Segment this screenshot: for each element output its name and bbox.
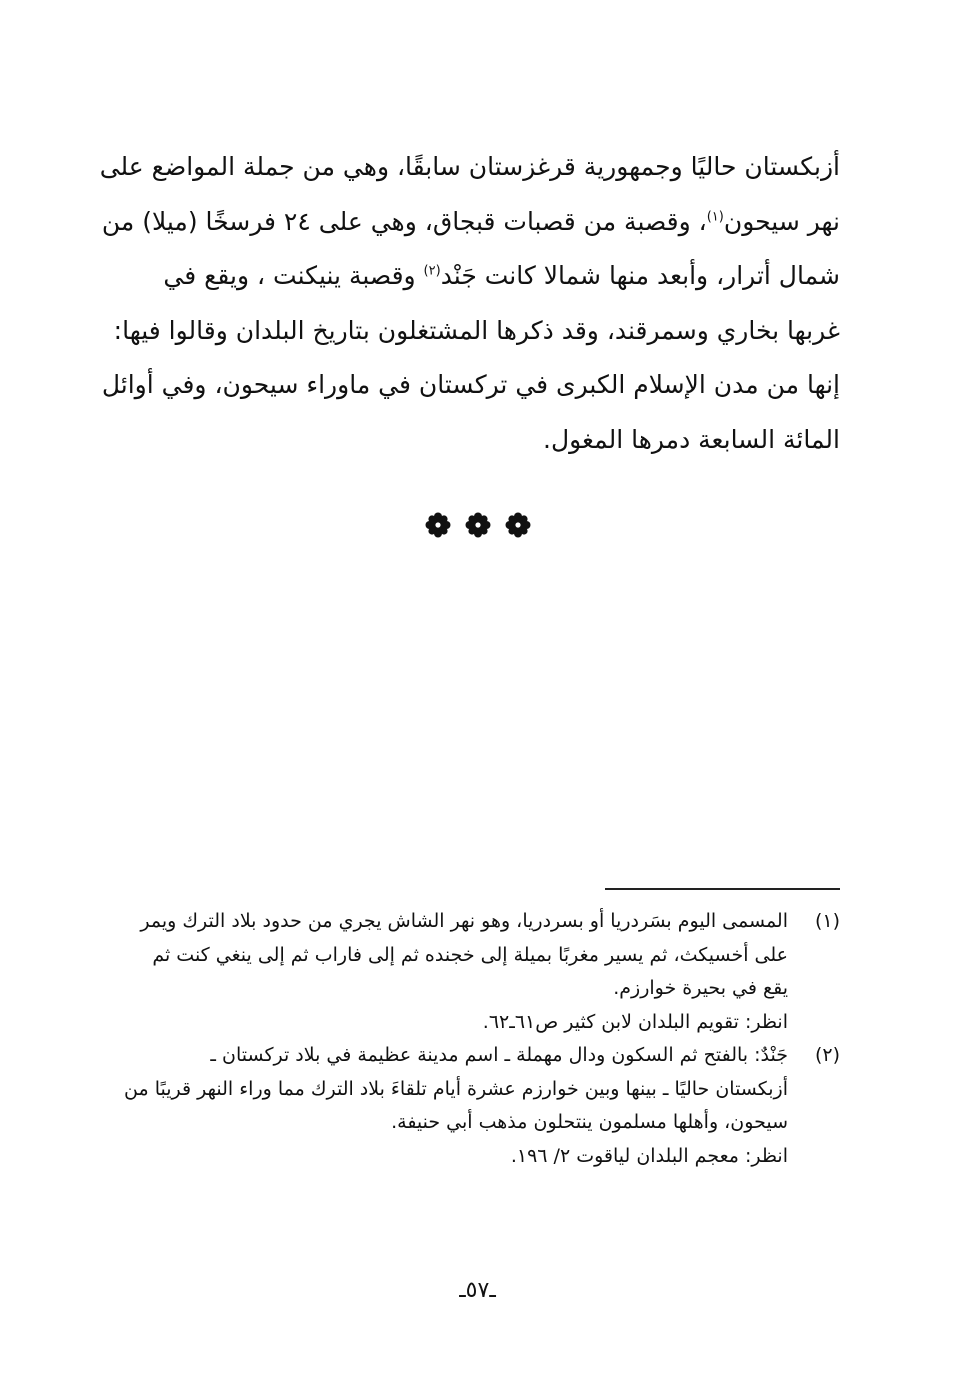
footnote-line: جَنْدٌ: بالفتح ثم السكون ودال مهملة ـ اسم مدينة عظيمة في بلاد تركستان ـ (210, 1044, 788, 1066)
body-line: إنها من مدن الإسلام الكبرى في تركستان في ماوراء سيحون، وفي أوائل (101, 370, 840, 399)
footnotes (124, 905, 840, 1173)
footnote-number: (٢) (814, 1044, 840, 1066)
footnote-ref-2[interactable]: (٢) (423, 263, 441, 279)
footnote-2 (124, 1039, 840, 1173)
flower-ornament-icon (465, 512, 491, 538)
footnote-line: سيحون، وأهلها مسلمون ينتحلون مذهب أبي حنيفة. (391, 1111, 788, 1133)
body-line (101, 195, 840, 250)
body-line: المائة السابعة دمرها المغول. (543, 424, 840, 454)
footnote-line: يقع في بحيرة خوارزم. (613, 977, 788, 999)
footnote-divider (605, 888, 840, 890)
footnote-line: المسمى اليوم بسَردريا أو بسردريا، وهو نهر الشاش يجري من حدود بلاد الترك ويمر (140, 910, 788, 932)
flower-ornament-icon (425, 512, 451, 538)
body-line-segment: شمال أترار، وأبعد منها شمالا كانت جَنْد (440, 261, 840, 290)
body-line: غربها بخاري وسمرقند، وقد ذكرها المشتغلون بتاريخ البلدان وقالوا فيها: (113, 315, 840, 345)
footnote-line: أزبكستان حاليًا ـ بينها وبين خوارزم عشرة أيام تلقاءَ بلاد الترك مما وراء النهر قريبًا من (124, 1077, 788, 1100)
section-separator (0, 512, 955, 538)
footnote-ref-1[interactable]: (١) (706, 209, 724, 225)
footnote-line: على أخسيكث، ثم يسير مغربًا بميلة إلى خجنده ثم إلى فاراب ثم إلى ينغي كنت ثم (152, 943, 788, 966)
flower-ornament-icon (505, 512, 531, 538)
body-line-segment: ، وقصبة من قصبات قبجاق، وهي على ٢٤ فرسخًا (ميلا) من (101, 206, 707, 236)
footnote-line: انظر: تقويم البلدان لابن كثير ص٦١ـ٦٢. (482, 1010, 788, 1033)
body-line: أزبكستان حاليًا وجمهورية قرغزستان سابقًا، وهي من جملة المواضع على (99, 152, 840, 181)
footnote-line: انظر: معجم البلدان لياقوت ٢/ ١٩٦. (510, 1144, 788, 1167)
page-number: ـ٥٧ـ (459, 1278, 496, 1303)
body-line (128, 249, 840, 304)
body-line-segment: وقصبة ينيكنت ، ويقع في (163, 261, 424, 290)
footnote-1 (128, 905, 840, 1039)
footnote-number: (١) (814, 910, 840, 932)
body-line-segment: نهر سيحون (723, 206, 840, 236)
body-text (99, 140, 840, 467)
